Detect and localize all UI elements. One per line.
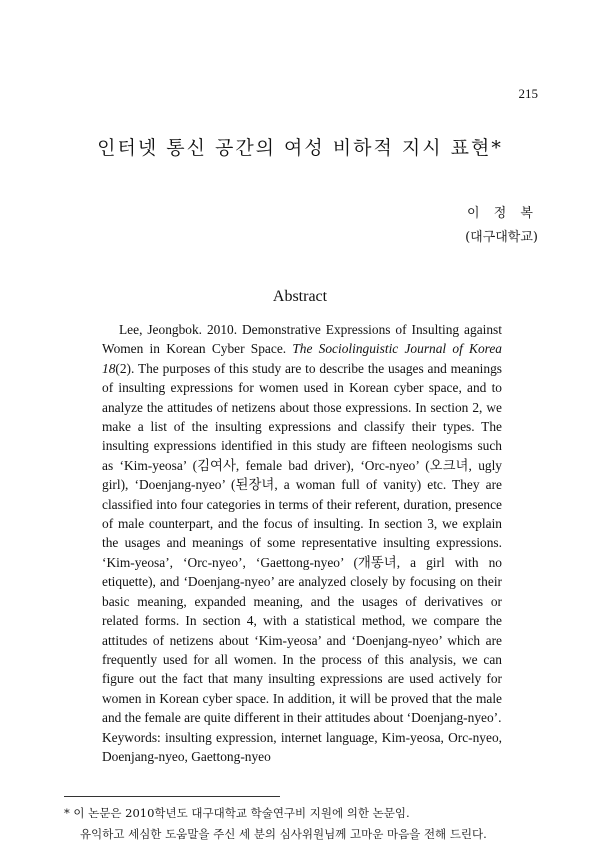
paper-title: 인터넷 통신 공간의 여성 비하적 지시 표현* xyxy=(97,137,503,159)
keywords: Keywords: insulting expression, internet language, Kim-yeosa, Orc-nyeo, Doenjang-nyeo, Gaettong-nyeo xyxy=(102,729,502,764)
footnote xyxy=(64,803,544,845)
author-block xyxy=(465,202,538,250)
abstract-paragraph xyxy=(102,320,502,728)
journal-name: The Sociolinguistic Journal of Korea 18 xyxy=(102,341,502,376)
page-number: 215 xyxy=(518,86,538,101)
footnote-line-2: 유익하고 세심한 도움말을 주신 세 분의 심사위원님께 고마운 마음을 전해 드린다. xyxy=(80,827,487,841)
citation-issue: (2). xyxy=(115,360,138,376)
footnote-divider xyxy=(64,796,280,797)
footnote-line-1: * 이 논문은 2010학년도 대구대학교 학술연구비 지원에 의한 논문임. xyxy=(64,806,410,820)
abstract-body xyxy=(102,320,502,766)
abstract-text: The purposes of this study are to describe the usages and meanings of insulting expressions for women used in Korean cyber space, and to analyze the attitudes of netizens about those expressions. In section 2, we make a list of the insulting expressions and classify their types. The insulting expressions identified in this study are fifteen neologisms such as ‘Kim-yeosa’ (김여사, female bad driver), ‘Orc-nyeo’ (오크녀, ugly girl), ‘Doenjang-nyeo’ (된장녀, a woman full of vanity) etc. They are classified into four categories in terms of their referent, duration, presence of male counterpart, and the focus of insulting. In section 3, we explain the usages and meanings of some representative insulting expressions. ‘Kim-yeosa’, ‘Orc-nyeo’, ‘Gaettong-nyeo’ (개똥녀, a girl with no etiquette), and ‘Doenjang-nyeo’ are analyzed closely by focusing on their basic meaning, expanded meaning, and the usages of derivatives or related forms. In section 4, with a statistical method, we compare the attitudes of netizens about ‘Kim-yeosa’ and ‘Doenjang-nyeo’ which are frequently used for all women. In the process of this analysis, we can figure out the fact that many insulting expressions are used actively for women in Korean cyber space. In addition, it will be proved that the male and the female are quite different in their attitudes about ‘Doenjang-nyeo’. xyxy=(102,360,502,726)
abstract-heading: Abstract xyxy=(272,288,328,305)
author-name: 이 정 복 xyxy=(467,206,538,221)
citation-prefix: Lee, Jeongbok. 2010. Demonstrative Expressions of Insulting against Women in Korean Cyber Space. xyxy=(102,322,502,357)
author-affiliation: (대구대학교) xyxy=(465,230,538,245)
